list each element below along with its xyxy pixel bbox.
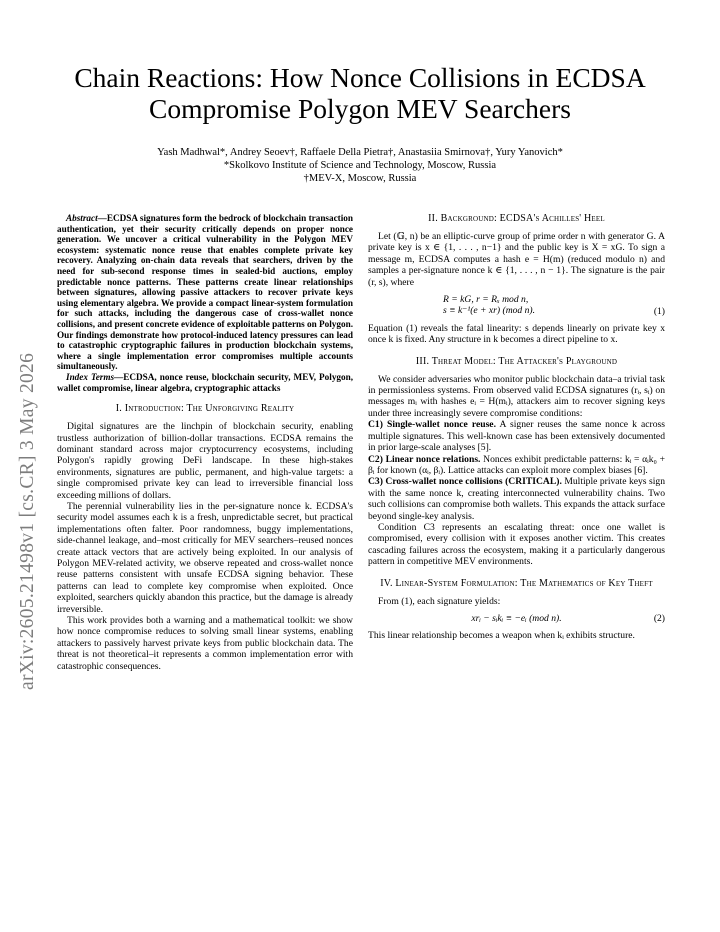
section-4-paragraph-2: This linear relationship becomes a weapon when kᵢ exhibits structure.: [368, 630, 635, 642]
section-4-paragraph-1: From (1), each signature yields:: [378, 595, 501, 607]
section-3-paragraph-2: Condition C3 represents an escalating threat: once one wallet is compromised, every collision with it exposes another victim. This creates cascading failures across the ecosystem, making it a particularly dangerous pattern in competitive MEV environments.: [368, 521, 665, 568]
equation-1: [368, 294, 665, 317]
equation-1-line-1: R = kG, r = Rₓ mod n,: [443, 294, 529, 306]
index-terms: [57, 372, 353, 393]
section-2-paragraph-1: Let (𝔾, n) be an elliptic-curve group of prime order n with generator G. A private key is x ∈ {1, . . . , n−1} and the public key is X = xG. To sign a message m, ECDSA computes a hash e = H(m) (reduced modulo n) and samples a per-signature nonce k ∈ {1, . . . , n − 1}. The signature is the pair (r, s), where: [368, 231, 665, 288]
section-2-paragraph-2: Equation (1) reveals the fatal linearity: s depends linearly on private key x once k is fixed. Any structure in k becomes a direct pipeline to x.: [368, 322, 665, 346]
condition-c1-label: C1) Single-wallet nonce reuse.: [368, 419, 496, 431]
section-1-paragraph-2: The perennial vulnerability lies in the per-signature nonce k. ECDSA's security model assumes each k is a fresh, unpredictable secret, but practical implementations often falter. Poor randomness, buggy implementations, side-channel leakage, and–most critically for MEV searchers–reused nonces create attack vectors that are actively being exploited. In our analysis of Polygon MEV-related activity, we observe repeated and cross-wallet nonce reuse patterns consistent with unsafe ECDSA signing behavior. These patterns can lead to complete key compromise when exploited. Once exploited, searchers quickly abandon this practice, but the damage is already irreversible.: [57, 500, 353, 615]
section-3-heading: III. Threat Model: The Attacker's Playground: [415, 355, 618, 367]
equation-2: [368, 613, 665, 624]
arxiv-stamp: arXiv:2605.21498v1 [cs.CR] 3 May 2026: [17, 352, 38, 690]
condition-c2-label: C2) Linear nonce relations.: [368, 453, 481, 465]
section-4-heading: IV. Linear-System Formulation: The Mathematics of Key Theft: [380, 577, 653, 589]
section-2-heading: II. Background: ECDSA's Achilles' Heel: [428, 213, 605, 224]
condition-c3: [368, 476, 665, 522]
section-1-paragraph-1: Digital signatures are the linchpin of blockchain security, enabling trustless authorization of billion-dollar transactions. ECDSA remains the dominant standard across major cryptocurrency ecosystems, including Polygon's rapidly growing DeFi landscape. In these high-stakes environments, signatures are public, permanent, and high-value targets: a single compromised private key can lead to irreversible financial loss exceeding millions of dollars.: [57, 421, 353, 501]
paper-title: [0, 62, 720, 124]
author-block: [0, 146, 720, 185]
affiliation-1: *Skolkovo Institute of Science and Technology, Moscow, Russia: [223, 160, 497, 171]
abstract-text: ECDSA signatures form the bedrock of blockchain transaction authentication, yet their security critically depends on proper nonce generation. We uncover a critical vulnerability in the Polygon MEV ecosystem: systematic nonce reuse that enables complete private key recovery. Analyzing on-chain data reveals that searchers, driven by the need for sub-second response times in sealed-bid auctions, employ predictable nonce patterns. These patterns create linear relationships between signatures, allowing passive attackers to recover private keys using elementary algebra. We provide a compact linear-system formulation for such attacks, including the dangerous case of cross-wallet nonce collisions, and present concrete evidence of exploitable patterns on Polygon. Our findings demonstrate how protocol-induced latency pressures can lead to catastrophic cryptographic failures in production blockchain systems, where a single implementation error compromises multiple accounts simultaneously.: [57, 213, 353, 372]
section-1-heading: I. Introduction: The Unforgiving Reality: [115, 403, 295, 415]
index-terms-text: ECDSA, nonce reuse, blockchain security, MEV, Polygon, wallet compromise, linear algebra, cryptographic attacks: [57, 371, 354, 393]
condition-c1: [368, 419, 665, 453]
condition-c2-text: Nonces exhibit predictable patterns: kᵢ = αᵢk₀ + βᵢ for known (αᵢ, βᵢ). Lattice attacks can exploit more complex biases [6].: [368, 453, 665, 476]
author-list: Yash Madhwal*, Andrey Seoev†, Raffaele Della Pietra†, Anastasiia Smirnova†, Yury Yanovich*: [157, 147, 563, 158]
index-terms-label: Index Terms—: [66, 371, 124, 382]
condition-c3-text: Multiple private keys sign with the same nonce k, creating interconnected vulnerability chains. Two such collisions can compromise both wallets. This expands the attack surface beyond single-key analysis.: [368, 476, 666, 522]
left-column: [57, 213, 353, 672]
affiliation-2: †MEV-X, Moscow, Russia: [303, 173, 417, 184]
section-3-paragraph-1: We consider adversaries who monitor public blockchain data–a trivial task in permissionless systems. From observed valid ECDSA signatures (rᵢ, sᵢ) on messages mᵢ with hashes eᵢ = H(mᵢ), attackers aim to recover signing keys under three increasingly severe compromise conditions:: [368, 373, 665, 419]
abstract: [57, 213, 353, 372]
title-line-1: Chain Reactions: How Nonce Collisions in ECDSA: [74, 62, 646, 93]
title-line-2: Compromise Polygon MEV Searchers: [149, 93, 571, 124]
equation-1-number: (1): [653, 306, 665, 318]
abstract-label: Abstract—: [66, 213, 107, 223]
condition-c3-label: C3) Cross-wallet nonce collisions (CRITICAL).: [368, 476, 562, 488]
condition-c1-text: A signer reuses the same nonce k across multiple signatures. This well-known case has been extensively documented in prior large-scale analyses [5].: [368, 419, 665, 454]
equation-2-body: xrᵢ − sᵢkᵢ ≡ −eᵢ (mod n).: [471, 612, 562, 624]
section-1-paragraph-3: This work provides both a warning and a mathematical toolkit: we show how nonce compromise reduces to solving small linear systems, enabling attackers to passively harvest private keys from public blockchain data. The threat is not theoretical–it represents a common implementation error with catastrophic consequences.: [57, 615, 353, 672]
equation-1-line-2: s ≡ k⁻¹(e + xr) (mod n).: [443, 305, 536, 317]
right-column: [368, 213, 665, 642]
condition-c2: [368, 454, 665, 477]
equation-2-number: (2): [653, 612, 665, 624]
